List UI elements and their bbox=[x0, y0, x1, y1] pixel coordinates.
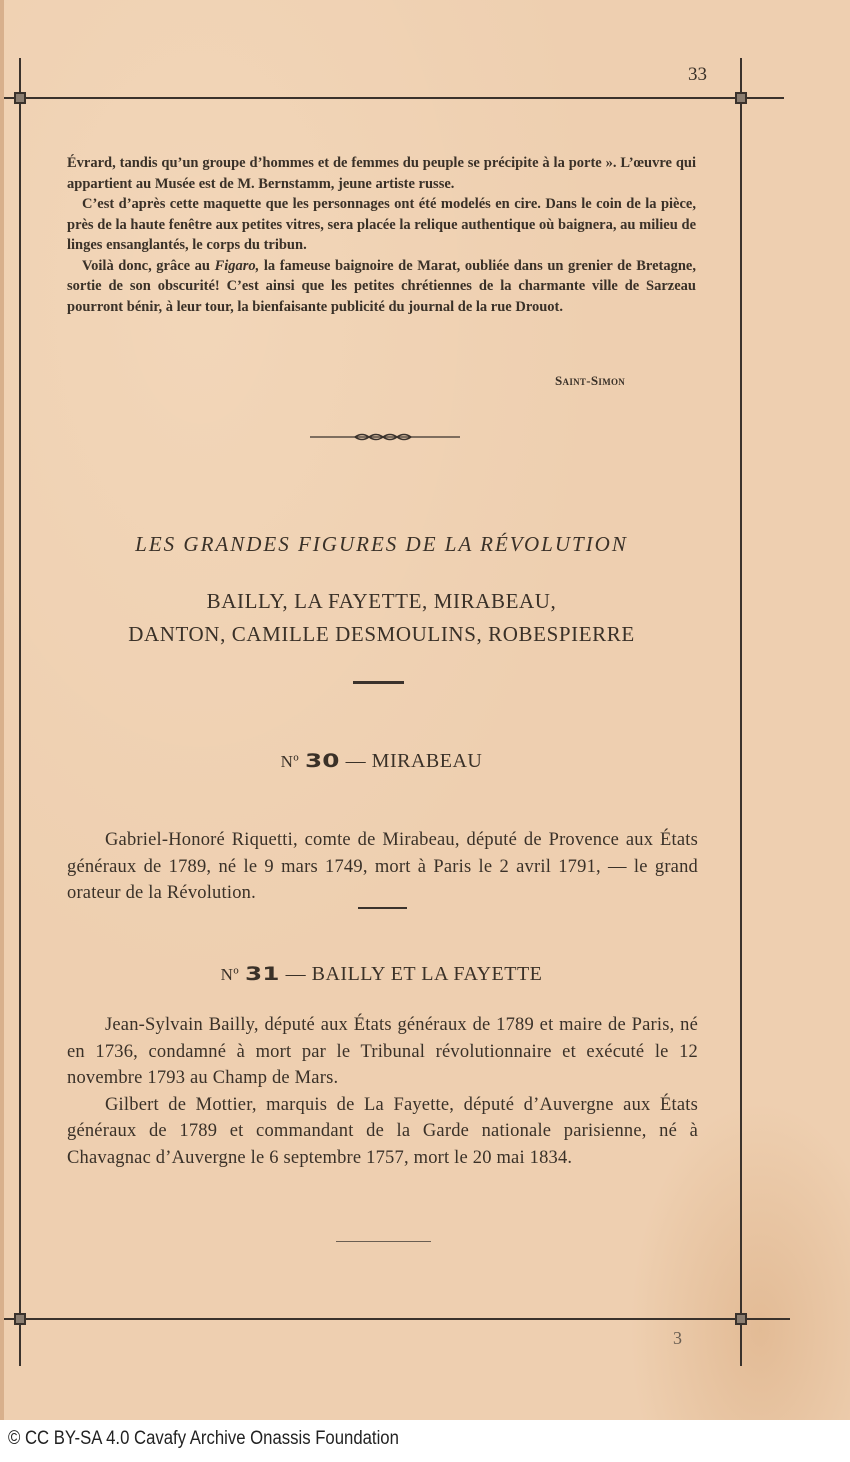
section-divider bbox=[353, 681, 404, 684]
text-run: Voilà donc, grâce au bbox=[82, 257, 215, 274]
section-title: LES GRANDES FIGURES DE LA RÉVOLUTION bbox=[135, 532, 628, 556]
page-number-bottom: 3 bbox=[673, 1328, 682, 1348]
paragraph: Gabriel-Honoré Riquetti, comte de Mirabeau, député de Provence aux États généraux de 1789, né le 9 mars 1749, mort à Paris le 2 avril 1791, — le grand orateur de la Révolution. bbox=[67, 830, 698, 903]
license-credit: © CC BY-SA 4.0 Cavafy Archive Onassis Foundation bbox=[8, 1428, 399, 1449]
subtitle-line: BAILLY, LA FAYETTE, MIRABEAU, bbox=[206, 589, 557, 613]
entry-name: — MIRABEAU bbox=[345, 750, 483, 772]
number-sign: Nº bbox=[220, 965, 240, 984]
page-edge bbox=[0, 0, 4, 1420]
entry-body bbox=[67, 827, 698, 907]
entry-name: — BAILLY ET LA FAYETTE bbox=[285, 963, 543, 985]
page-number-top: 33 bbox=[688, 64, 707, 85]
entry-number: 31 bbox=[245, 963, 280, 985]
frame-corner-ornament bbox=[735, 1313, 747, 1325]
frame-rule-top bbox=[4, 97, 784, 99]
section-subtitle bbox=[67, 585, 696, 651]
frame-corner-ornament bbox=[735, 92, 747, 104]
frame-rule-left bbox=[19, 58, 21, 1366]
entry-divider bbox=[336, 1241, 431, 1242]
number-sign: Nº bbox=[280, 752, 300, 771]
paragraph: Gilbert de Mottier, marquis de La Fayette, député d’Auvergne aux États généraux de 1789 et commandant de la Garde nationale parisienne, né à Chavagnac d’Auvergne le 6 septembre 1757, mort le 20 mai 1834. bbox=[67, 1094, 698, 1168]
entry-divider bbox=[358, 907, 407, 909]
paragraph bbox=[67, 256, 696, 318]
text-run: la fameuse baignoire de Marat, oubliée dans un grenier de Bretagne, sortie de son obscurité! C’est ainsi que les petites chrétiennes de la charmante ville de Sarzeau pourront bénir, à leur tour, la bienfaisante publicité du journal de la rue Drouot. bbox=[67, 257, 696, 315]
entry-number: 30 bbox=[305, 750, 340, 772]
paragraph: Évrard, tandis qu’un groupe d’hommes et de femmes du peuple se précipite à la porte ». L’œuvre qui appartient au Musée est de M. Bernstamm, jeune artiste russe. bbox=[67, 155, 696, 192]
newspaper-title: Figaro, bbox=[214, 257, 260, 274]
frame-rule-bottom bbox=[4, 1318, 790, 1320]
paragraph: C’est d’après cette maquette que les personnages ont été modelés en cire. Dans le coin de la pièce, près de la haute fenêtre aux petites vitres, sera placée la relique authentique où baignera, au milieu de linges ensanglantés, le corps du tribun. bbox=[67, 196, 696, 253]
paragraph: Jean-Sylvain Bailly, député aux États généraux de 1789 et maire de Paris, né en 1736, condamné à mort par le Tribunal révolutionnaire et exécuté le 12 novembre 1793 au Champ de Mars. bbox=[67, 1015, 698, 1088]
ornament-divider bbox=[310, 430, 460, 444]
frame-rule-right bbox=[740, 58, 742, 1366]
article-continuation bbox=[67, 153, 696, 317]
entry-body bbox=[67, 1012, 698, 1171]
frame-corner-ornament bbox=[14, 1313, 26, 1325]
entry-heading bbox=[67, 963, 696, 986]
author-signature: Saint-Simon bbox=[555, 373, 626, 388]
entry-heading bbox=[67, 750, 696, 773]
frame-corner-ornament bbox=[14, 92, 26, 104]
subtitle-line: DANTON, CAMILLE DESMOULINS, ROBESPIERRE bbox=[128, 622, 635, 646]
